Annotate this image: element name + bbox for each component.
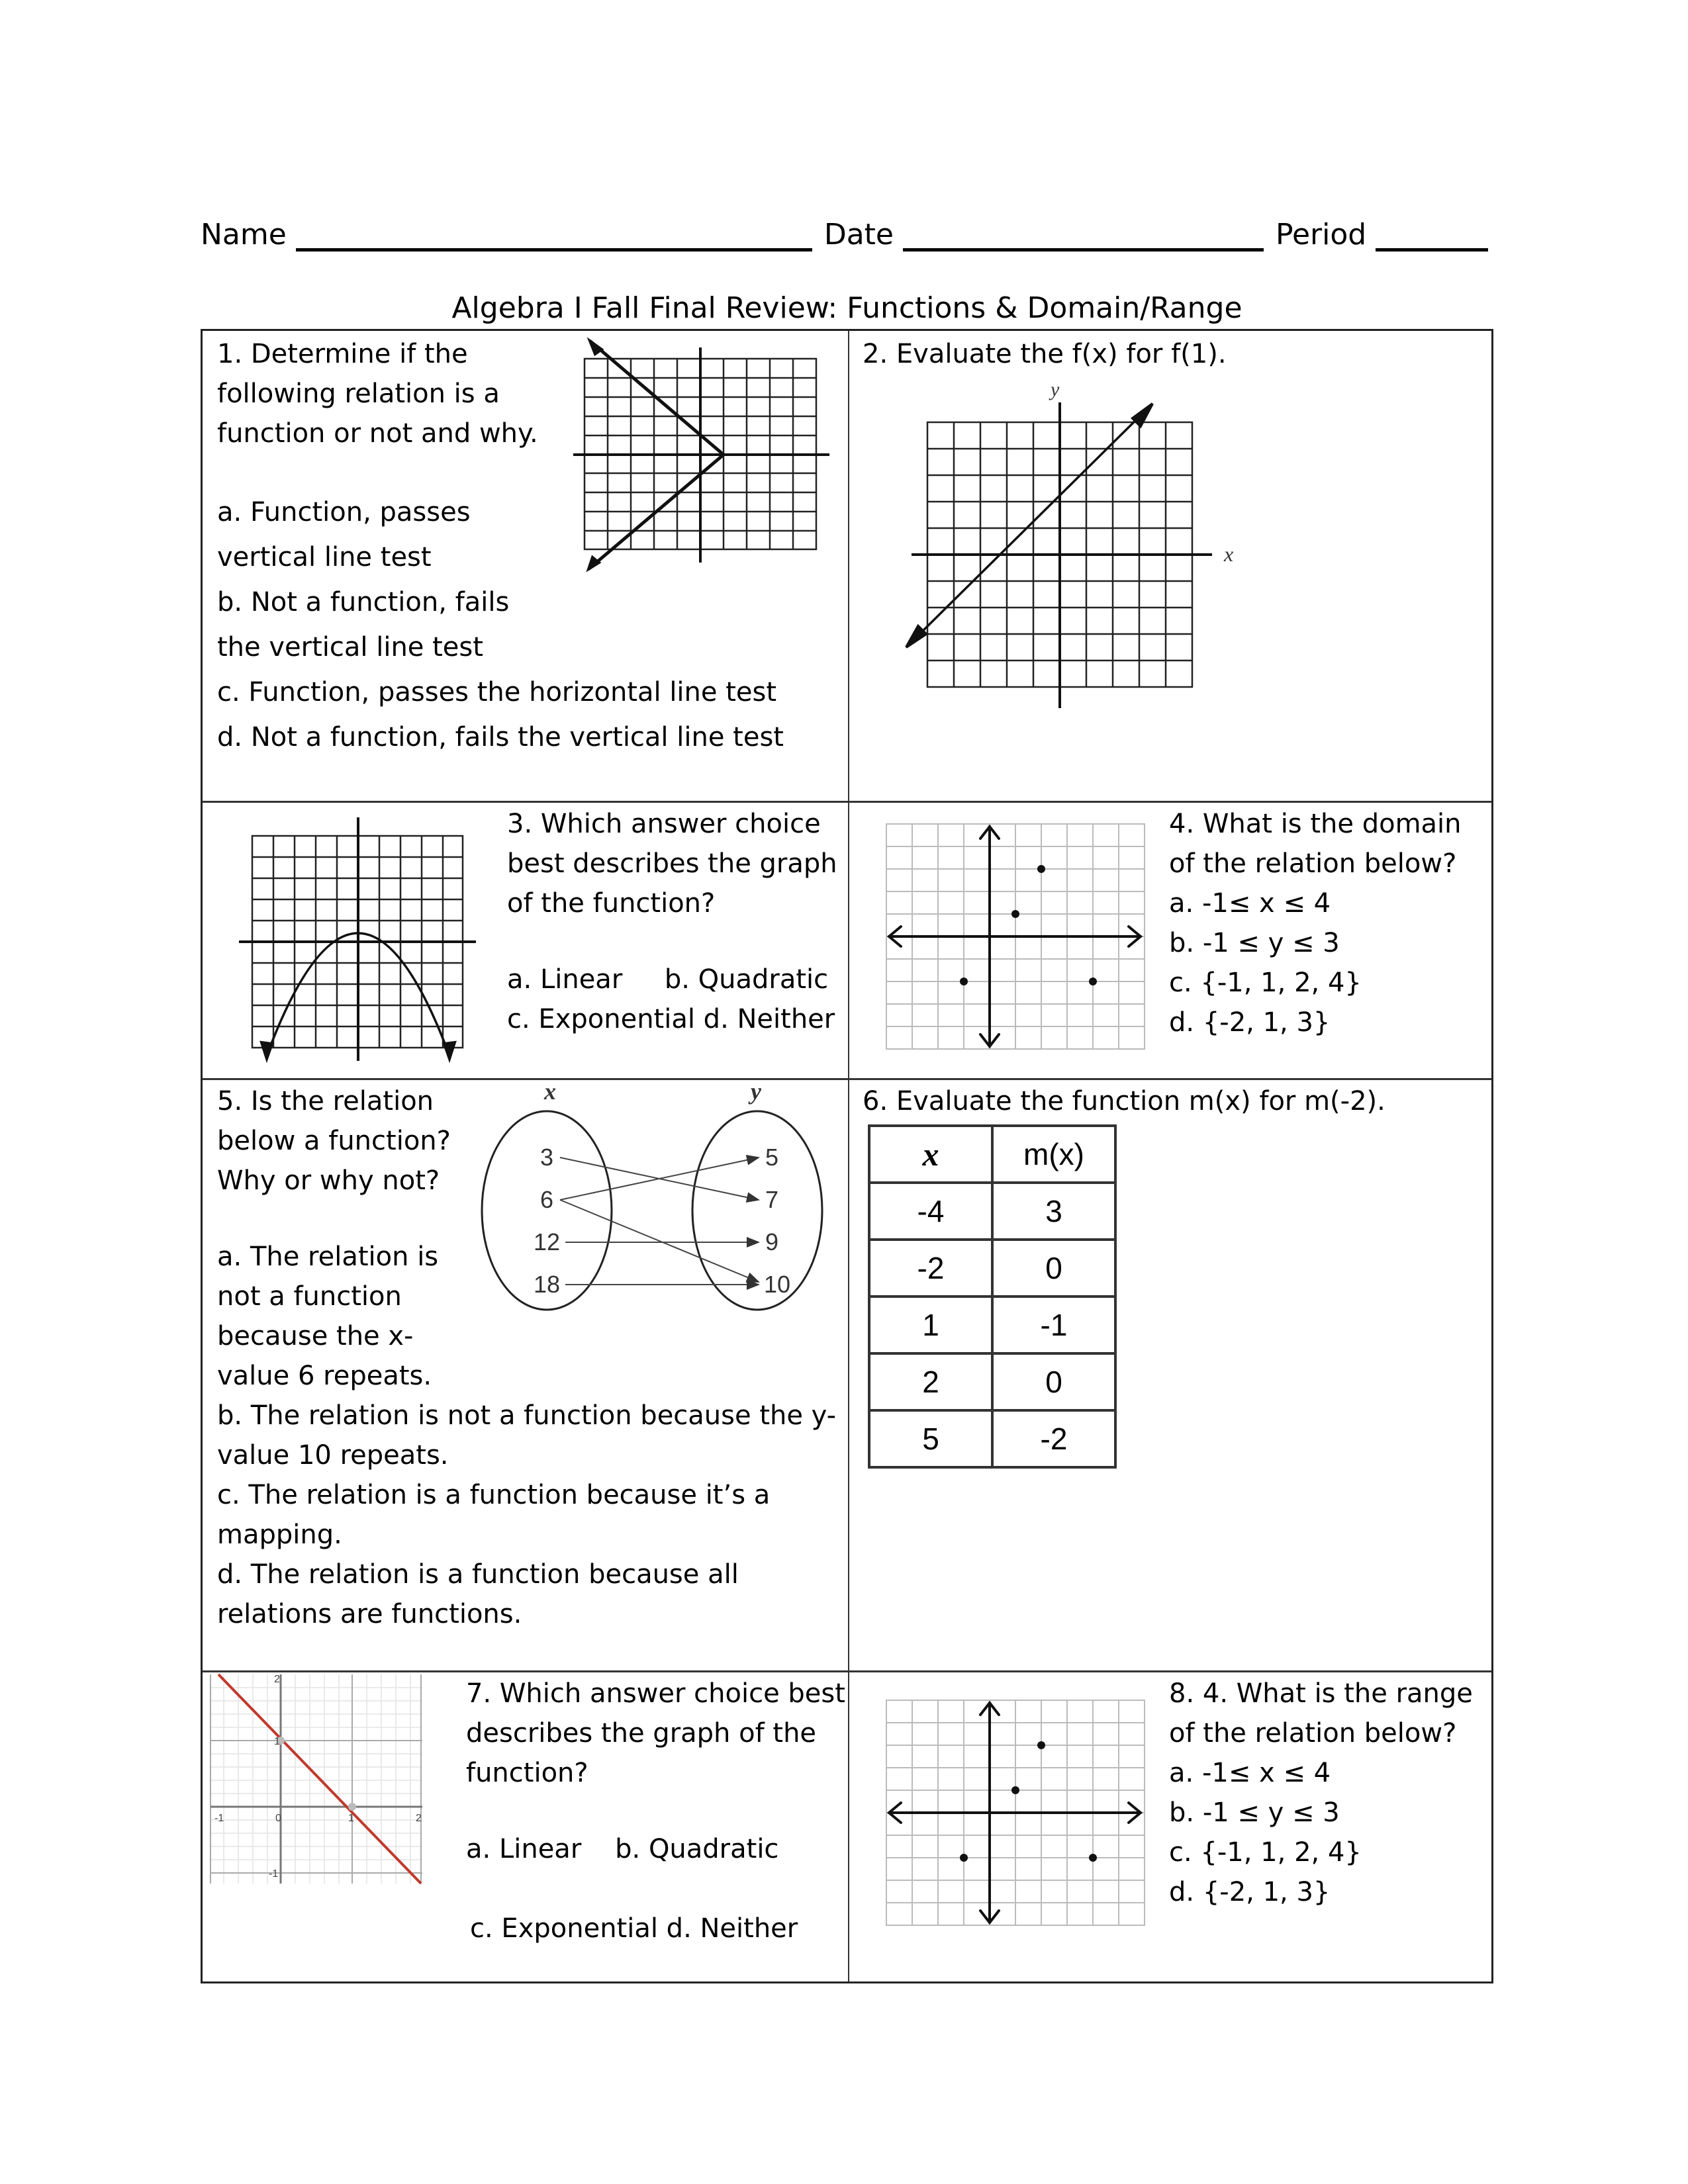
- q1-prompt-line: function or not and why.: [217, 418, 538, 449]
- question-2: [848, 331, 1495, 801]
- q7-y-tick: 1: [274, 1736, 280, 1747]
- q1-choice-b[interactable]: b. Not a function, fails: [217, 587, 510, 617]
- q4-scatter-graph: [881, 817, 1146, 1056]
- q8-scatter-graph: [881, 1694, 1146, 1932]
- q8-choice-a[interactable]: a. -1≤ x ≤ 4: [1169, 1758, 1331, 1788]
- q1-choice-d[interactable]: d. Not a function, fails the vertical line test: [217, 722, 784, 752]
- q5-choice-d[interactable]: d. The relation is a function because all: [217, 1559, 739, 1590]
- q7-choices-c-d[interactable]: c. Exponential d. Neither: [470, 1913, 798, 1944]
- name-blank[interactable]: [296, 222, 812, 251]
- question-3: [203, 801, 848, 1078]
- q5-prompt-line: below a function?: [217, 1126, 451, 1156]
- table-header-x: x: [869, 1126, 992, 1183]
- table-cell: 0: [992, 1240, 1115, 1297]
- name-label: Name: [201, 218, 287, 251]
- q1-choice-a-cont: vertical line test: [217, 542, 432, 572]
- q5-choice-b-cont: value 10 repeats.: [217, 1440, 449, 1471]
- q7-y-tick: -1: [269, 1868, 279, 1880]
- range-value: 10: [763, 1271, 791, 1298]
- mapping-y-label: y: [751, 1078, 761, 1105]
- q5-choice-d-cont: relations are functions.: [217, 1599, 522, 1629]
- q1-prompt-line: 1. Determine if the: [217, 339, 468, 369]
- domain-value: 3: [539, 1144, 554, 1171]
- table-row: [869, 1410, 1115, 1467]
- q7-y-tick: 2: [274, 1674, 280, 1685]
- q4-choice-d[interactable]: d. {-2, 1, 3}: [1169, 1007, 1331, 1038]
- q3-choices-c-d[interactable]: c. Exponential d. Neither: [507, 1004, 835, 1034]
- table-cell: -2: [992, 1410, 1115, 1467]
- q8-prompt-line: 8. 4. What is the range: [1169, 1678, 1473, 1709]
- q5-choice-c[interactable]: c. The relation is a function because it’s a: [217, 1480, 771, 1510]
- q7-prompt-line: function?: [466, 1758, 588, 1788]
- table-row: [869, 1297, 1115, 1353]
- q2-graph: [901, 377, 1245, 721]
- q1-choice-b-cont: the vertical line test: [217, 632, 483, 662]
- q5-choice-a-cont: because the x-: [217, 1321, 414, 1351]
- table-cell: 1: [869, 1297, 992, 1353]
- q3-prompt-line: best describes the graph: [507, 848, 837, 879]
- q2-x-axis-label: x: [1224, 542, 1234, 566]
- q7-prompt-line: describes the graph of the: [466, 1718, 817, 1749]
- question-4: [848, 801, 1495, 1078]
- range-value: 7: [765, 1186, 779, 1213]
- student-info-header: [201, 199, 1493, 251]
- q7-line-graph: [211, 1674, 429, 1886]
- period-label: Period: [1275, 218, 1367, 251]
- q3-prompt-line: of the function?: [507, 888, 716, 919]
- q4-choice-a[interactable]: a. -1≤ x ≤ 4: [1169, 888, 1331, 919]
- domain-value: 18: [533, 1271, 561, 1298]
- q3-graph: [239, 817, 477, 1056]
- q6-prompt: 6. Evaluate the function m(x) for m(-2).: [863, 1086, 1385, 1116]
- q5-prompt-line: Why or why not?: [217, 1165, 440, 1196]
- date-blank[interactable]: [903, 222, 1264, 251]
- q5-mapping-diagram: [481, 1078, 838, 1330]
- q5-prompt-line: 5. Is the relation: [217, 1086, 434, 1116]
- q1-prompt-line: following relation is a: [217, 379, 500, 409]
- q7-x-tick: -1: [214, 1813, 224, 1824]
- question-7: [203, 1670, 848, 1983]
- q5-choice-a-cont: not a function: [217, 1281, 402, 1312]
- q4-prompt-line: 4. What is the domain: [1169, 809, 1462, 839]
- q2-prompt: 2. Evaluate the f(x) for f(1).: [863, 339, 1227, 369]
- period-blank[interactable]: [1376, 222, 1488, 251]
- q4-choice-b[interactable]: b. -1 ≤ y ≤ 3: [1169, 928, 1340, 958]
- table-row: [869, 1240, 1115, 1297]
- question-5: [203, 1078, 848, 1670]
- q5-choice-b[interactable]: b. The relation is not a function because the y-: [217, 1400, 837, 1431]
- table-row: [869, 1353, 1115, 1410]
- q7-prompt-line: 7. Which answer choice best: [466, 1678, 845, 1709]
- domain-value: 6: [539, 1186, 554, 1213]
- table-row: [869, 1183, 1115, 1240]
- table-cell: 0: [992, 1353, 1115, 1410]
- q1-choice-a[interactable]: a. Function, passes: [217, 497, 471, 527]
- worksheet-title: Algebra I Fall Final Review: Functions & Domain/Range: [451, 291, 1243, 325]
- date-label: Date: [823, 218, 894, 251]
- question-1: [203, 331, 848, 801]
- q8-choice-d[interactable]: d. {-2, 1, 3}: [1169, 1877, 1331, 1907]
- table-cell: -2: [869, 1240, 992, 1297]
- table-cell: 5: [869, 1410, 992, 1467]
- q2-y-axis-label: y: [1051, 379, 1060, 400]
- range-value: 5: [765, 1144, 779, 1171]
- q5-choice-c-cont: mapping.: [217, 1520, 342, 1550]
- q5-choice-a-cont: value 6 repeats.: [217, 1361, 432, 1391]
- table-header-row: [869, 1126, 1115, 1183]
- q8-choice-b[interactable]: b. -1 ≤ y ≤ 3: [1169, 1797, 1340, 1828]
- q7-choices-a-b[interactable]: a. Linear b. Quadratic: [466, 1834, 779, 1864]
- question-grid: [201, 329, 1493, 1983]
- q1-choice-c[interactable]: c. Function, passes the horizontal line test: [217, 677, 777, 707]
- q3-choices-a-b[interactable]: a. Linear b. Quadratic: [507, 964, 829, 995]
- question-6: [848, 1078, 1495, 1670]
- range-value: 9: [765, 1228, 779, 1255]
- q4-prompt-line: of the relation below?: [1169, 848, 1457, 879]
- q8-prompt-line: of the relation below?: [1169, 1718, 1457, 1749]
- q4-choice-c[interactable]: c. {-1, 1, 2, 4}: [1169, 968, 1362, 998]
- q7-x-tick: 1: [348, 1813, 354, 1824]
- q1-graph: [570, 351, 835, 576]
- q7-x-tick: 2: [416, 1813, 422, 1824]
- q7-x-tick: 0: [275, 1813, 281, 1824]
- q6-function-table: [868, 1124, 1117, 1469]
- table-cell: -1: [992, 1297, 1115, 1353]
- table-cell: -4: [869, 1183, 992, 1240]
- mapping-x-label: x: [544, 1078, 556, 1105]
- q7-red-line: [218, 1674, 421, 1884]
- table-cell: 2: [869, 1353, 992, 1410]
- table-header-mx: m(x): [992, 1126, 1115, 1183]
- q5-choice-a[interactable]: a. The relation is: [217, 1242, 439, 1272]
- question-8: [848, 1670, 1495, 1983]
- q3-prompt-line: 3. Which answer choice: [507, 809, 821, 839]
- domain-value: 12: [533, 1228, 561, 1255]
- q8-choice-c[interactable]: c. {-1, 1, 2, 4}: [1169, 1837, 1362, 1868]
- table-cell: 3: [992, 1183, 1115, 1240]
